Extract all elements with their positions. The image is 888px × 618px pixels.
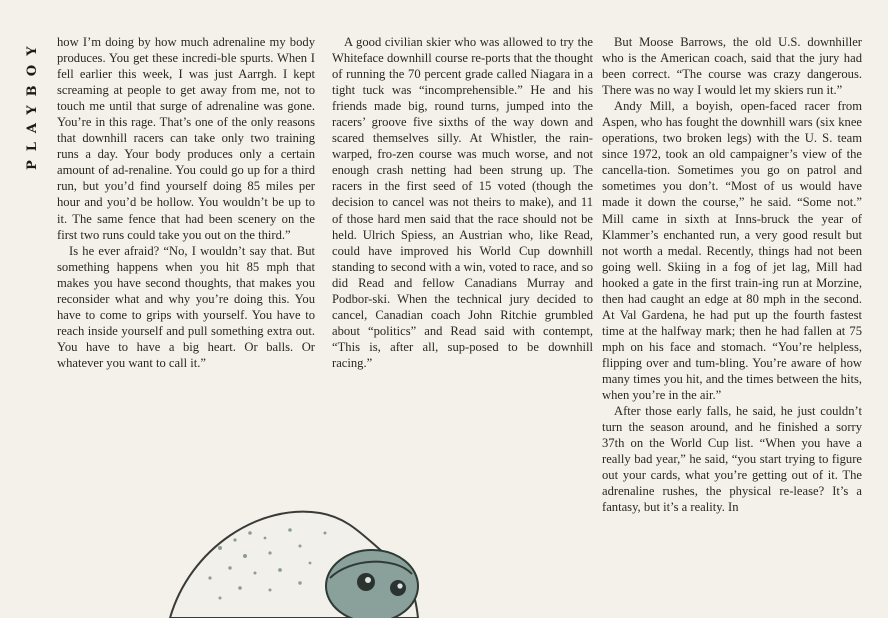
paragraph: A good civilian skier who was allowed to try the Whiteface downhill course re-ports that the thought of running the 70 percent grade called Niagara in a tight tuck was “incomprehensible.” He and his friends made big, round turns, jumped into the racers’ groove five sixths of the way down and scared themselves silly. At Whistler, the rain-warped, fro-zen course was much worse, and not enough crash netting had been strung up. The racers in the first seed of 15 voted (though the decision to cancel was not theirs to make), and 11 of those hard men said that the race should not be held. Ulrich Spiess, an Austrian who, like Read, could have improved his World Cup downhill standing to second with a win, voted to race, and so did Read and fellow Canadians Murray and Podbor-ski. When the technical jury decided to cancel, Canadian coach John Ritchie grumbled about “politics” and Read said with contempt, “This is, after all, sup-posed to be downhill racing.”	[332, 35, 593, 370]
article-column-1	[57, 34, 315, 371]
magazine-folio: PLAYBOY	[25, 37, 40, 171]
article-column-3	[602, 34, 862, 515]
paragraph: Andy Mill, a boyish, open-faced racer from Aspen, who has fought the downhill wars (six knee operations, two broken legs) with the U. S. team since 1972, took an old campaigner’s view of the cancella-tion. Sometimes you go on patrol and sometimes you don’t. “Most of us would have made it down the course,” he said. “Some not.” Mill came in sixth at Inns-bruck the year of Klammer’s enchanted run, a very good result but not worth a medal. Recently, things had not been going well. Skiing in a fog of jet lag, Mill had hooked a gate in the first train-ing run at Morzine, then had caught an edge at 80 mph in the second. At Val Gardena, he had put up the fourth fastest time at the halfway mark; then he had fallen at 75 mph on his face and stomach. “You’re helpless, flipping over and tum-bling. You’re aware of how many times you hit, and the times between the hits, when you’re in the air.”	[602, 99, 862, 403]
paragraph: But Moose Barrows, the old U.S. downhiller who is the American coach, said that the jury had been correct. “The course was crazy dangerous. There was no way I would let my skiers run it.”	[602, 35, 862, 98]
skier-face-illustration	[326, 550, 418, 618]
paragraph: After those early falls, he said, he just couldn’t turn the season around, and he finished a sorry 37th on the World Cup list. “When you have a really bad year,” he said, “you start trying to figure out your cards, what you’re getting out of it. The adrenaline rushes, the physical re-lease? It’s a fantasy, but it’s a reality. In	[602, 404, 862, 515]
skier-illustration	[150, 478, 450, 618]
article-column-2	[332, 34, 593, 371]
paragraph: Is he ever afraid? “No, I wouldn’t say that. But something happens when you hit 85 mph that makes you have second thoughts, that makes you reconsider what and why you’re doing this. You have to come to grips with yourself. You have to reach inside yourself and pull something extra out. You have to have a big heart. Or balls. Or whatever you want to call it.”	[57, 243, 315, 370]
paragraph: how I’m doing by how much adrenaline my body produces. You get these incredi-ble spurts. When I fell earlier this week, I was just Aarrgh. I kept screaming at people to get away from me, not to touch me until that surge of adrenaline was gone. You’re in this rage. That’s one of the only reasons that downhill racers can take only two training runs a day. Your body produces only a certain amount of ad-renaline. You could go up for a third run, but you’d find yourself doing 85 miles per hour and you’d be hollow. You wouldn’t be up to it. The same fence that had been scenery on the first two runs could take you out on the third.”	[57, 35, 315, 242]
